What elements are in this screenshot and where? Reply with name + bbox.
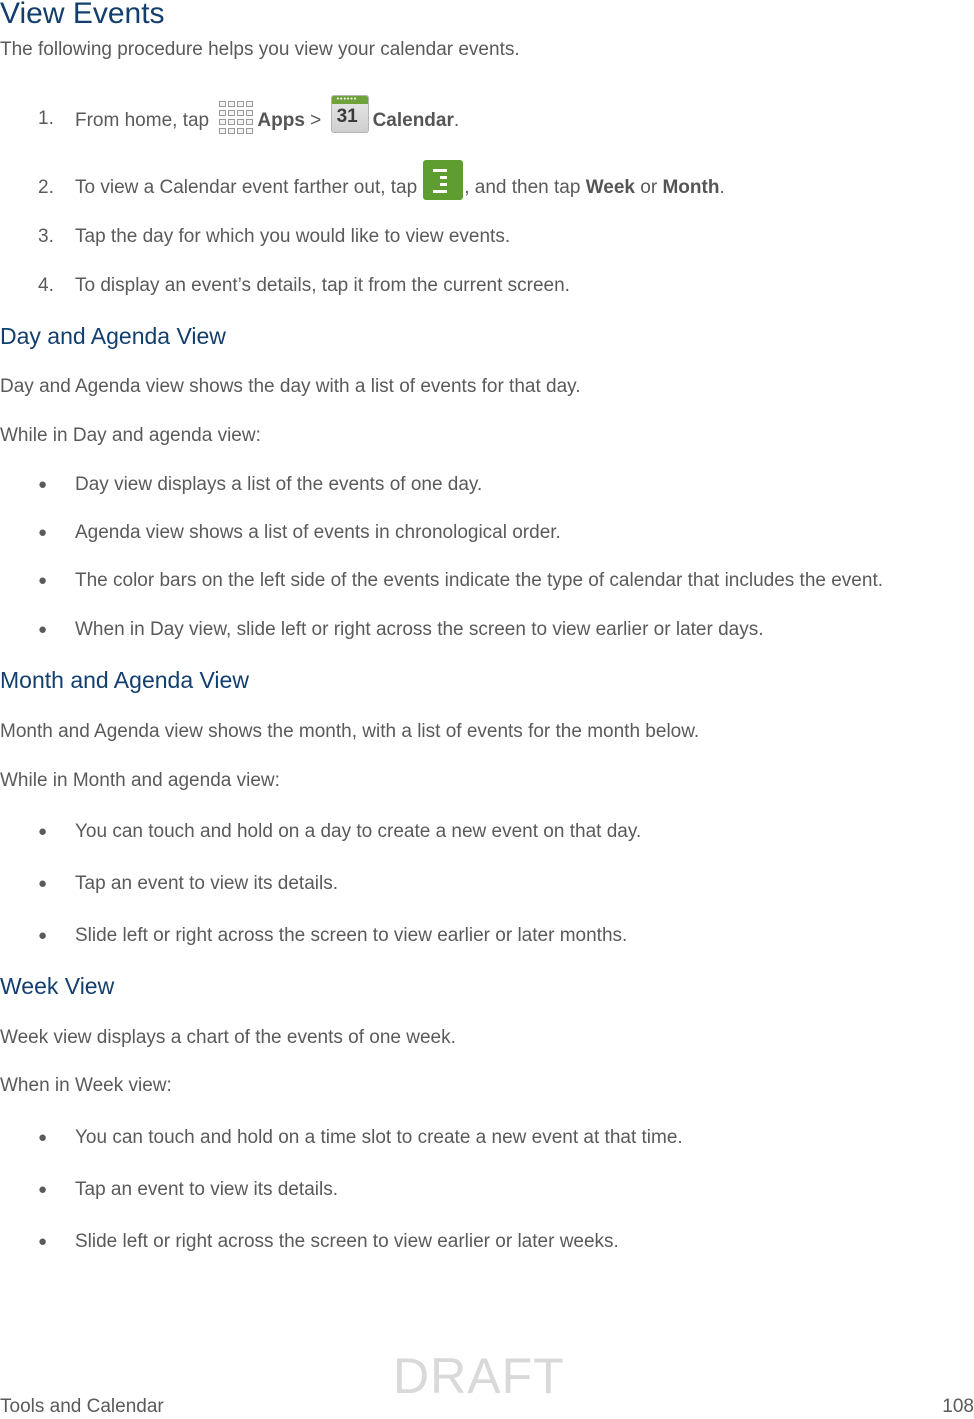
step-text: From home, tap Apps > •••••• 31 Calendar. bbox=[75, 107, 459, 135]
page-title: View Events bbox=[0, 0, 165, 30]
list-item-text: The color bars on the left side of the events indicate the type of calendar that includes the event. bbox=[75, 570, 884, 591]
bullet: ● bbox=[38, 524, 48, 541]
bullet: ● bbox=[38, 927, 48, 944]
step-text-pre: From home, tap bbox=[75, 110, 210, 132]
section-heading-day-agenda: Day and Agenda View bbox=[0, 323, 226, 349]
calendar-label: Calendar bbox=[372, 110, 454, 132]
paragraph: Day and Agenda view shows the day with a list of events for that day. bbox=[0, 376, 581, 397]
list-item-text: Slide left or right across the screen to view earlier or later weeks. bbox=[75, 1231, 619, 1252]
bullet: ● bbox=[38, 476, 48, 493]
list-item-text: Day view displays a list of the events of one day. bbox=[75, 474, 483, 495]
paragraph: Week view displays a chart of the events of one week. bbox=[0, 1027, 456, 1048]
step-number: 4. bbox=[38, 275, 54, 296]
calendar-31-icon: •••••• 31 bbox=[331, 95, 369, 133]
intro-text: The following procedure helps you view your calendar events. bbox=[0, 39, 520, 60]
bullet: ● bbox=[38, 823, 48, 840]
bullet: ● bbox=[38, 572, 48, 589]
list-item-text: Slide left or right across the screen to view earlier or later months. bbox=[75, 925, 628, 946]
section-heading-week: Week View bbox=[0, 973, 115, 999]
paragraph: Month and Agenda view shows the month, with a list of events for the month below. bbox=[0, 721, 700, 742]
list-item-text: You can touch and hold on a time slot to create a new event at that time. bbox=[75, 1127, 683, 1148]
step-number: 3. bbox=[38, 226, 54, 247]
list-item-text: You can touch and hold on a day to create a new event on that day. bbox=[75, 821, 642, 842]
list-item-text: Tap an event to view its details. bbox=[75, 873, 338, 894]
step-text-separator: > bbox=[310, 110, 322, 132]
step-text: Tap the day for which you would like to view events. bbox=[75, 226, 511, 247]
paragraph: While in Month and agenda view: bbox=[0, 770, 280, 791]
apps-label: Apps bbox=[257, 110, 305, 132]
draft-watermark: DRAFT bbox=[393, 1348, 565, 1404]
step-text: To display an event’s details, tap it from the current screen. bbox=[75, 275, 570, 296]
bullet: ● bbox=[38, 1129, 48, 1146]
footer-section-title: Tools and Calendar bbox=[0, 1396, 164, 1417]
step-text-pre: To view a Calendar event farther out, tap bbox=[75, 177, 418, 199]
list-item-text: Tap an event to view its details. bbox=[75, 1179, 338, 1200]
section-heading-month-agenda: Month and Agenda View bbox=[0, 667, 249, 693]
step-number: 2. bbox=[38, 177, 54, 198]
list-item-text: When in Day view, slide left or right across the screen to view earlier or later days. bbox=[75, 619, 764, 640]
step-text: To view a Calendar event farther out, tap , and then tap Week or Month. bbox=[75, 176, 725, 200]
week-label: Week bbox=[585, 177, 635, 199]
step-text-mid: , and then tap bbox=[464, 177, 581, 199]
bullet: ● bbox=[38, 1233, 48, 1250]
step-number: 1. bbox=[38, 108, 54, 129]
calendar-view-menu-icon bbox=[423, 160, 463, 200]
calendar-icon-day: 31 bbox=[336, 106, 358, 127]
paragraph: When in Week view: bbox=[0, 1075, 172, 1096]
footer-page-number: 108 bbox=[942, 1396, 974, 1417]
apps-grid-icon bbox=[217, 97, 255, 135]
bullet: ● bbox=[38, 875, 48, 892]
bullet: ● bbox=[38, 1181, 48, 1198]
list-item-text: Agenda view shows a list of events in chronological order. bbox=[75, 522, 561, 543]
bullet: ● bbox=[38, 621, 48, 638]
paragraph: While in Day and agenda view: bbox=[0, 425, 261, 446]
month-label: Month bbox=[662, 177, 720, 199]
